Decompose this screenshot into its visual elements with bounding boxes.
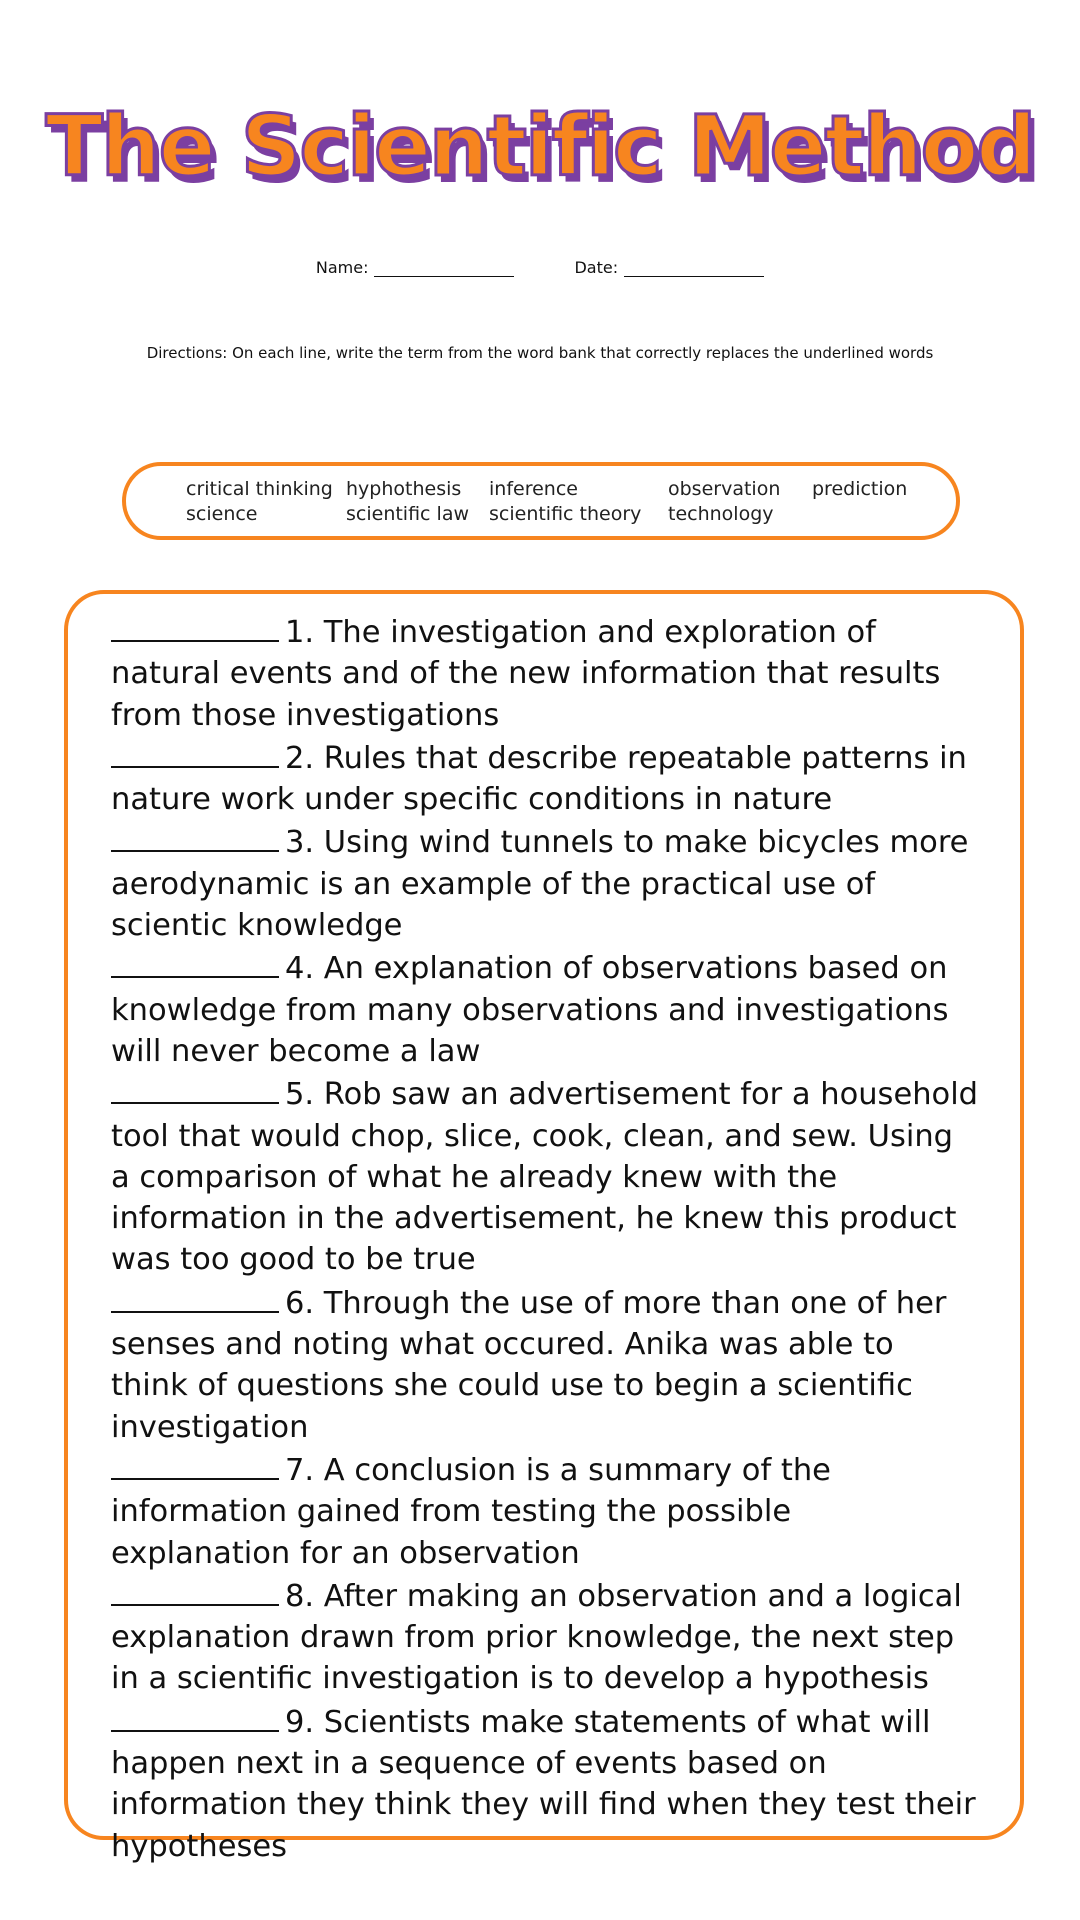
word-bank-item: observation (668, 478, 781, 500)
question-item (111, 1281, 980, 1448)
question-text: 9. Scientists make statements of what will happen next in a sequence of events based on information they think they will find when they test their hypotheses (111, 1704, 976, 1864)
questions-box (64, 590, 1024, 1864)
word-bank-item: prediction (812, 478, 908, 500)
answer-blank[interactable] (111, 610, 279, 642)
word-bank-item: scientific law (346, 503, 469, 525)
question-item (111, 610, 980, 736)
answer-blank[interactable] (111, 1574, 279, 1606)
answer-blank[interactable] (111, 820, 279, 852)
question-item (111, 820, 980, 946)
date-field[interactable] (574, 258, 764, 277)
date-label: Date: (574, 258, 619, 277)
name-label: Name: (315, 258, 369, 277)
question-text: 7. A conclusion is a summary of the information gained from testing the possible explanation for an observation (111, 1452, 831, 1571)
answer-blank[interactable] (111, 1448, 279, 1480)
question-item (111, 1448, 980, 1574)
answer-blank[interactable] (111, 946, 279, 978)
name-blank[interactable] (374, 260, 514, 277)
question-text: 8. After making an observation and a logical explanation drawn from prior knowledge, the next step in a scientific investigation is to develop a hypothesis (111, 1578, 962, 1697)
word-bank (122, 462, 960, 540)
date-blank[interactable] (624, 260, 764, 277)
answer-blank[interactable] (111, 1072, 279, 1104)
word-bank-item: critical thinking (186, 478, 333, 500)
word-bank-item: technology (668, 503, 774, 525)
answer-blank[interactable] (111, 1281, 279, 1313)
answer-blank[interactable] (111, 736, 279, 768)
question-item (111, 1700, 980, 1867)
question-text: 2. Rules that describe repeatable patterns in nature work under specific conditions in nature (111, 740, 967, 818)
word-bank-item: hyphothesis (346, 478, 462, 500)
name-field[interactable] (316, 258, 515, 277)
word-bank-item: inference (489, 478, 578, 500)
question-item (111, 946, 980, 1072)
word-bank-item: science (186, 503, 258, 525)
answer-blank[interactable] (111, 1700, 279, 1732)
question-text: 5. Rob saw an advertisement for a household tool that would chop, slice, cook, clean, and sew. Using a comparison of what he already knew with the information in the advertisement, he knew this product was too good to be true (111, 1077, 979, 1278)
question-item (111, 1072, 980, 1280)
page-title: The Scientific Method (45, 97, 1035, 195)
directions: Directions: On each line, write the term from the word bank that correctly replaces the underlined words (146, 344, 934, 362)
question-text: 4. An explanation of observations based on knowledge from many observations and investigations will never become a law (111, 951, 949, 1069)
word-bank-item: scientific theory (489, 503, 642, 525)
student-info-row (0, 258, 1080, 277)
question-item (111, 736, 980, 821)
question-text: 3. Using wind tunnels to make bicycles more aerodynamic is an example of the practical use of scientic knowledge (111, 825, 969, 944)
question-item (111, 1574, 980, 1700)
question-text: 1. The investigation and exploration of natural events and of the new information that results from those investigations (111, 615, 941, 733)
question-text: 6. Through the use of more than one of her senses and noting what occured. Anika was able to think of questions she could use to begin a scientific investigation (111, 1285, 947, 1445)
